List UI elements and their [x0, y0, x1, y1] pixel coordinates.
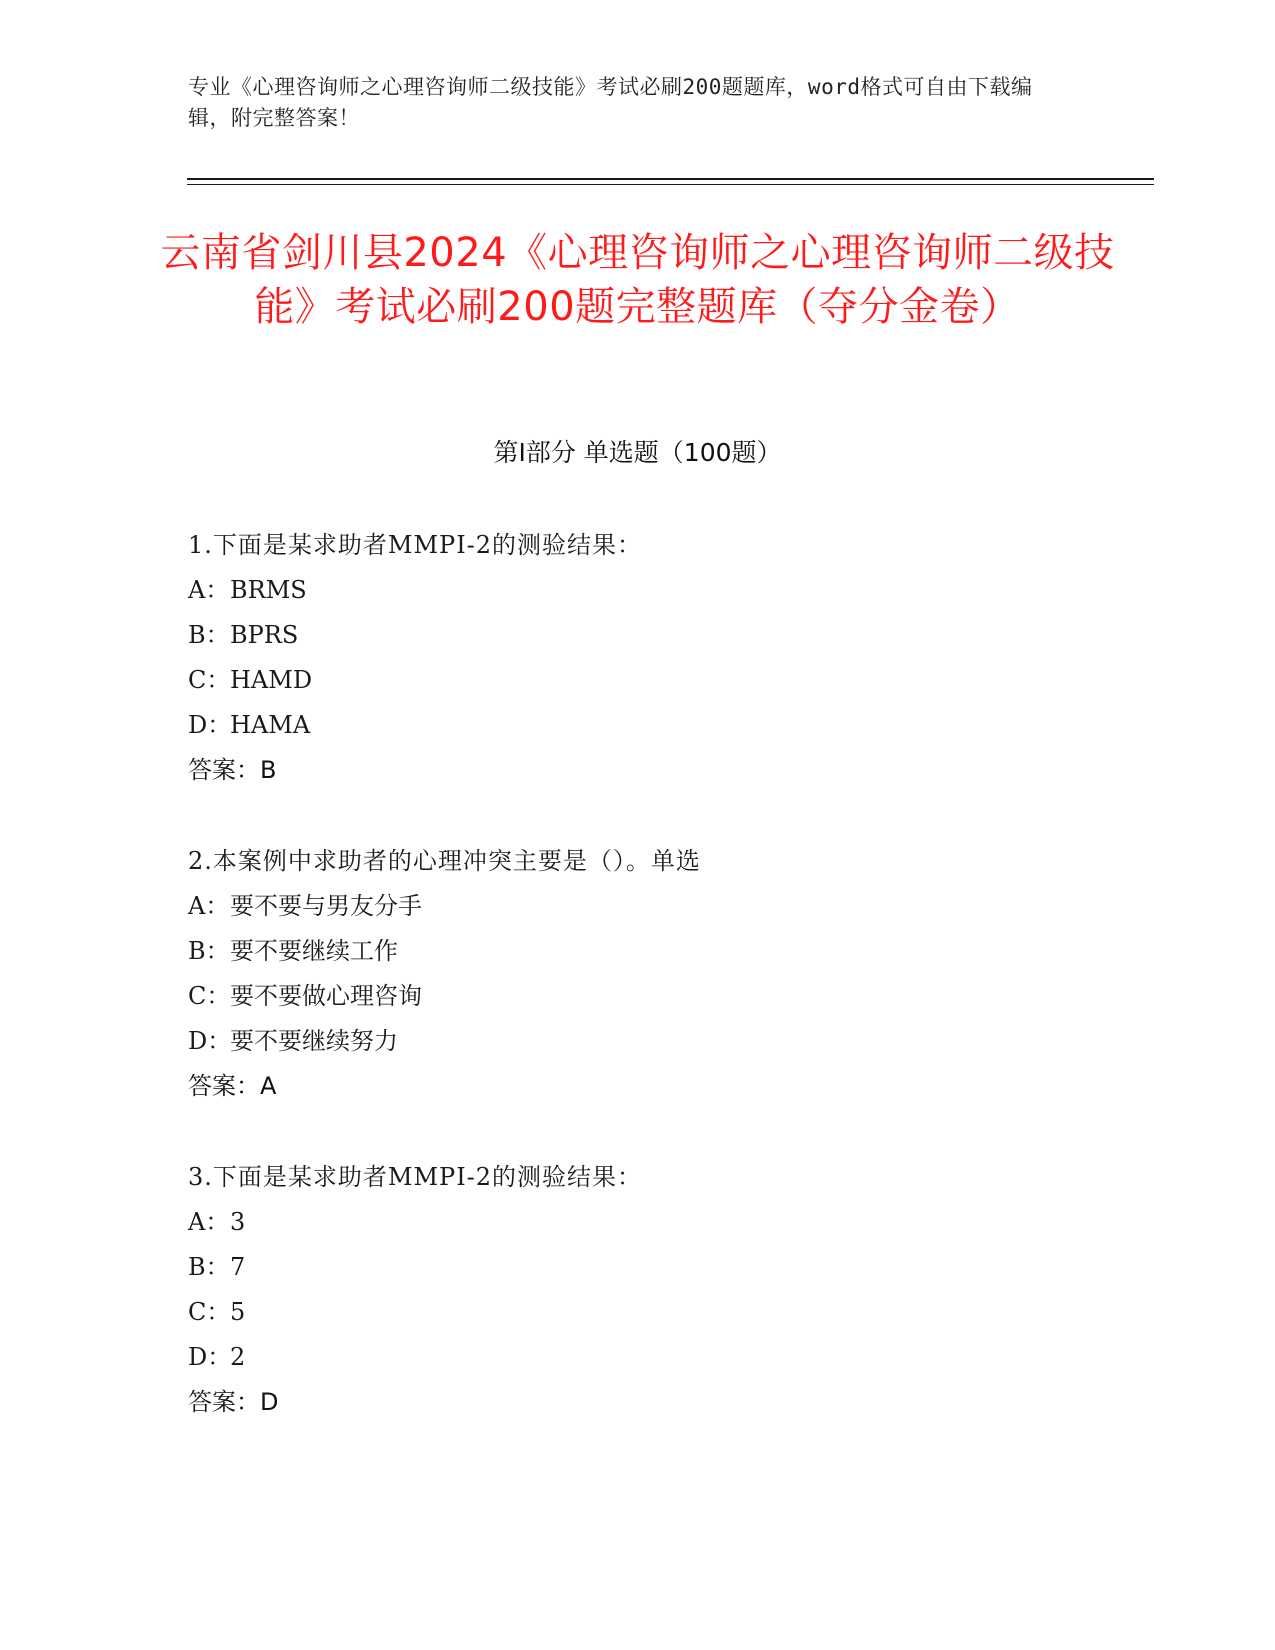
answer-label: 答案：: [188, 756, 260, 784]
option-b: [188, 613, 1148, 658]
option-a: [188, 568, 1148, 613]
header-divider-thick: [187, 178, 1154, 180]
option-b: [188, 1245, 1148, 1290]
option-letter: B：: [188, 621, 230, 649]
option-text: BPRS: [230, 621, 299, 649]
header-note: 专业《心理咨询师之心理咨询师二级技能》考试必刷200题题库，word格式可自由下载编辑，附完整答案！: [188, 75, 1033, 130]
option-letter: C：: [188, 1298, 231, 1326]
question-stem: 3.下面是某求助者MMPI-2的测验结果：: [188, 1163, 643, 1191]
option-text: 7: [230, 1253, 246, 1281]
option-letter: A：: [188, 1208, 230, 1236]
document-title: 云南省剑川县2024《心理咨询师之心理咨询师二级技能》考试必刷200题完整题库（夺分金卷）: [160, 230, 1115, 330]
question-stem: 1.下面是某求助者MMPI-2的测验结果：: [188, 531, 643, 559]
answer-value: B: [260, 756, 277, 784]
answer-label: 答案：: [188, 1072, 260, 1100]
option-text: 要不要与男友分手: [230, 892, 422, 920]
option-text: BRMS: [230, 576, 307, 604]
option-letter: C：: [188, 666, 231, 694]
option-text: 3: [230, 1208, 246, 1236]
option-c: [188, 1290, 1148, 1335]
option-a: [188, 1200, 1148, 1245]
option-letter: B：: [188, 937, 230, 965]
question-stem: 2.本案例中求助者的心理冲突主要是（）。单选: [188, 847, 701, 875]
option-d: [188, 1019, 1148, 1064]
answer-value: D: [260, 1388, 279, 1416]
question-list: [188, 523, 1148, 1471]
option-text: 2: [230, 1343, 246, 1371]
option-letter: D：: [188, 1343, 232, 1371]
option-c: [188, 974, 1148, 1019]
answer-label: 答案：: [188, 1388, 260, 1416]
option-text: 5: [230, 1298, 246, 1326]
option-text: HAMA: [230, 711, 311, 739]
section-heading: 第I部分 单选题（100题）: [493, 438, 782, 467]
option-d: [188, 703, 1148, 748]
option-letter: B：: [188, 1253, 230, 1281]
answer-line: [188, 1380, 1148, 1425]
option-c: [188, 658, 1148, 703]
option-letter: C：: [188, 982, 231, 1010]
option-text: 要不要做心理咨询: [230, 982, 422, 1010]
option-text: 要不要继续工作: [230, 937, 398, 965]
answer-line: [188, 1064, 1148, 1109]
option-text: HAMD: [230, 666, 313, 694]
question-item: [188, 839, 1148, 1109]
question-item: [188, 523, 1148, 793]
option-letter: D：: [188, 1027, 232, 1055]
option-letter: D：: [188, 711, 232, 739]
option-letter: A：: [188, 576, 230, 604]
option-text: 要不要继续努力: [230, 1027, 398, 1055]
answer-line: [188, 748, 1148, 793]
header-divider-thin: [187, 184, 1154, 185]
option-a: [188, 884, 1148, 929]
question-item: [188, 1155, 1148, 1425]
option-b: [188, 929, 1148, 974]
answer-value: A: [260, 1072, 277, 1100]
option-d: [188, 1335, 1148, 1380]
option-letter: A：: [188, 892, 230, 920]
